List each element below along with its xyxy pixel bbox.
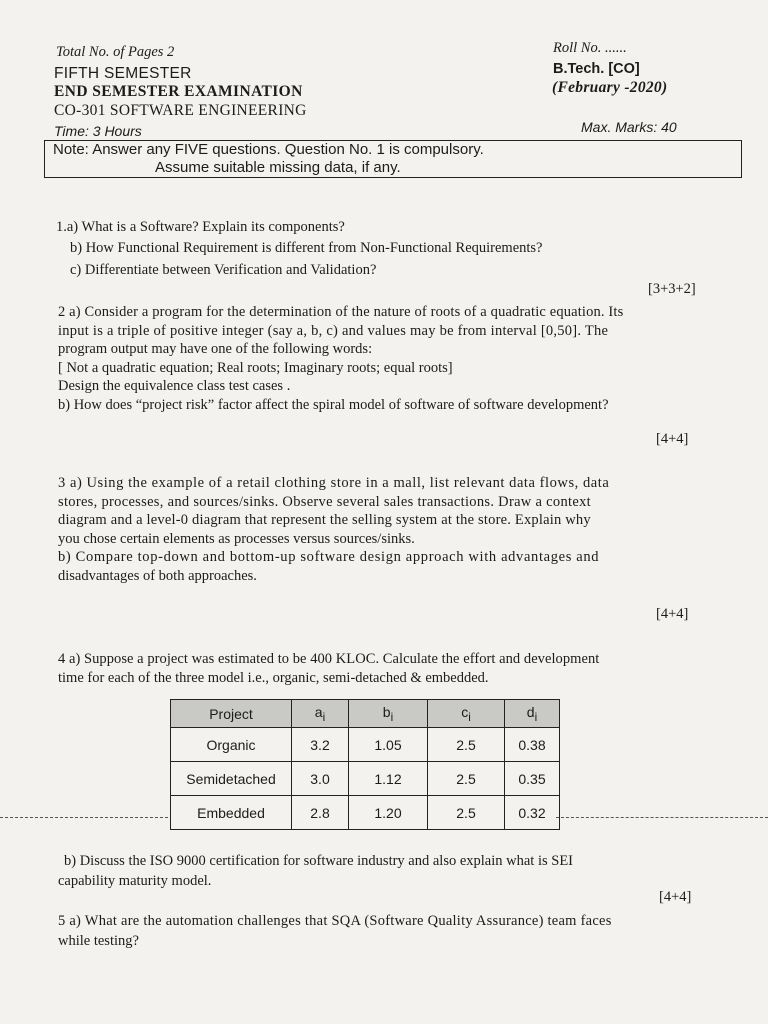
q3-marks: [4+4] [656, 606, 689, 622]
header-c: $c_i$ [428, 700, 505, 728]
q1c: c) Differentiate between Verification and Validation? [70, 262, 377, 278]
q4-marks: [4+4] [659, 889, 692, 905]
q3-line-1: 3 a) Using the example of a retail clothing store in a mall, list relevant data flows, data [58, 475, 610, 491]
instructions-box [44, 140, 742, 178]
table-row [171, 762, 560, 796]
table-cell: 0.38 [505, 728, 560, 762]
q2-line-6: b) How does “project risk” factor affect the spiral model of software of software development? [58, 396, 609, 413]
table-row [171, 728, 560, 762]
program: B.Tech. [CO] [553, 61, 640, 77]
exam-time: Time: 3 Hours [54, 123, 142, 139]
table-cell: 2.5 [428, 762, 505, 796]
table-cell: 2.8 [292, 796, 349, 830]
header-b: $b_i$ [349, 700, 428, 728]
q2-line-3: program output may have one of the following words: [58, 341, 373, 358]
table-row [171, 796, 560, 830]
table-cell: 1.12 [349, 762, 428, 796]
q1a: 1.a) What is a Software? Explain its components? [56, 219, 345, 235]
q3-line-6: disadvantages of both approaches. [58, 567, 257, 584]
note-line-1: Note: Answer any FIVE questions. Question No. 1 is compulsory. [53, 141, 484, 158]
q4-line-1: 4 a) Suppose a project was estimated to be 400 KLOC. Calculate the effort and development [58, 651, 600, 667]
q1-marks: [3+3+2] [648, 281, 696, 297]
table-cell: 2.5 [428, 796, 505, 830]
q2-marks: [4+4] [656, 431, 689, 447]
total-pages: Total No. of Pages 2 [56, 44, 175, 60]
fold-line-left [0, 817, 168, 818]
q2-line-2: input is a triple of positive integer (say a, b, c) and values may be from interval [0,50]. The [58, 322, 609, 339]
table-cell: 1.20 [349, 796, 428, 830]
q4b-line-2: capability maturity model. [58, 873, 212, 889]
q3-line-3: diagram and a level-0 diagram that represent the selling system at the store. Explain why [58, 512, 591, 529]
table-cell: 2.5 [428, 728, 505, 762]
table-cell: Semidetached [171, 762, 292, 796]
course-title: CO-301 SOFTWARE ENGINEERING [54, 102, 307, 119]
q2-line-5: Design the equivalence class test cases . [58, 378, 291, 395]
q5-line-1: 5 a) What are the automation challenges that SQA (Software Quality Assurance) team faces [58, 913, 612, 929]
roll-number: Roll No. ...... [553, 40, 627, 56]
table-cell: 3.2 [292, 728, 349, 762]
fold-line-right [556, 817, 768, 818]
q3-line-2: stores, processes, and sources/sinks. Observe several sales transactions. Draw a context [58, 493, 591, 510]
q2 [58, 303, 706, 415]
q4-line-2: time for each of the three model i.e., organic, semi-detached & embedded. [58, 669, 489, 686]
table-cell: Organic [171, 728, 292, 762]
q3-line-5: b) Compare top-down and bottom-up software design approach with advantages and [58, 549, 600, 566]
exam-title: END SEMESTER EXAMINATION [54, 83, 303, 100]
header-d: $d_i$ [505, 700, 560, 728]
table-header-row [171, 700, 560, 728]
q1b: b) How Functional Requirement is different from Non-Functional Requirements? [70, 240, 543, 256]
cocomo-table [170, 699, 560, 830]
q5-line-2: while testing? [58, 933, 139, 949]
q4b-line-1: b) Discuss the ISO 9000 certification for software industry and also explain what is SEI [64, 853, 574, 869]
q2-line-1: 2 a) Consider a program for the determination of the nature of roots of a quadratic equation. Its [58, 304, 624, 320]
max-marks: Max. Marks: 40 [581, 119, 677, 135]
q2-line-4: [ Not a quadratic equation; Real roots; Imaginary roots; equal roots] [58, 359, 453, 376]
header-a: $a_i$ [292, 700, 349, 728]
table-cell: 3.0 [292, 762, 349, 796]
note-line-2: Assume suitable missing data, if any. [155, 159, 401, 176]
header-project: Project [171, 700, 292, 728]
q3-line-4: you chose certain elements as processes versus sources/sinks. [58, 530, 415, 547]
table-cell: Embedded [171, 796, 292, 830]
q3 [58, 474, 706, 586]
q4 [58, 650, 706, 687]
semester: FIFTH SEMESTER [54, 65, 192, 82]
table-cell: 1.05 [349, 728, 428, 762]
table-cell: 0.35 [505, 762, 560, 796]
table-cell: 0.32 [505, 796, 560, 830]
exam-date: (February -2020) [552, 79, 668, 96]
